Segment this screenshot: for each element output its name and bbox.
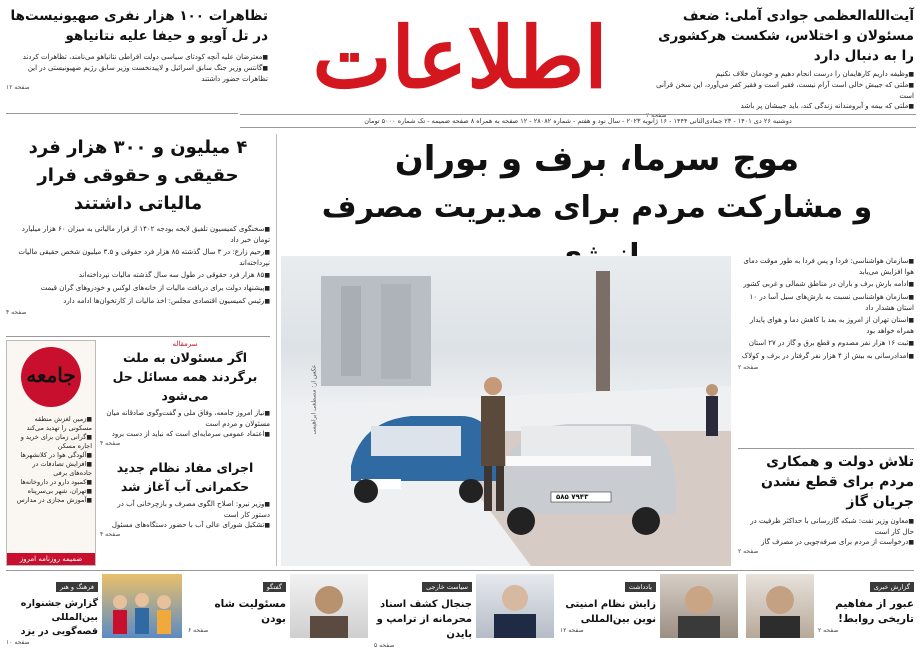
top-right-teaser (646, 6, 914, 119)
bottom-headline: جنجال کشف اسناد محرمانه از ترامپ و بایدن (376, 599, 472, 640)
weather-column (738, 256, 914, 446)
page-ref: صفحه ۲ (738, 364, 759, 371)
top-right-bullet: ■ وظیفه داریم کارهایمان را درست انجام دهیم و خودمان خلاف نکنیم (646, 69, 914, 80)
gas-headline: تلاش دولت و همکاری مردم برای قطع نشدن جریان گاز (761, 454, 914, 510)
editorial-headline: اگر مسئولان به ملت برگردند همه مسائل حل می‌شود (112, 350, 258, 403)
society-bullet: ■ کمبود دارو در داروخانه‌ها (10, 478, 92, 487)
person-portrait-icon (660, 574, 738, 638)
portrait-thumbnail (746, 574, 814, 638)
portrait-thumbnail (290, 574, 368, 638)
tax-story (6, 134, 270, 332)
weather-bullet: ■ ثبت ۱۶ هزار نفر مصدوم و قطع برق و گاز در ۲۷ استان (738, 338, 914, 349)
portrait-thumbnail (660, 574, 738, 638)
tax-bullet: ■ پیشنهاد دولت برای دریافت مالیات از خانه‌های لوکس و خودروهای گران قیمت (6, 283, 270, 294)
person-portrait-icon (476, 574, 554, 638)
society-footer: ضمیمه روزنامه امروز (7, 553, 95, 565)
gas-story (738, 452, 914, 568)
dateline: دوشنبه ۲۶ دی ۱۴۰۱ - ۲۳ جمادی‌الثانی ۱۴۴۴ - ۱۶ ژانویه ۲۰۲۳ - سال نود و هفتم - شماره ۲۸۰۸۲ - ۱۲ صفحه به همراه ۸ صفحه ضمیمه - تک شماره ۵۰۰۰ تومان (240, 114, 916, 128)
water-story (100, 458, 270, 566)
gas-bullet: ■ درخواست از مردم برای صرفه‌جویی در مصرف گاز (738, 537, 914, 548)
festival-thumbnail (102, 574, 182, 638)
main-headline-block (280, 134, 914, 250)
masthead-rule (6, 113, 238, 114)
society-title: جامعه (26, 363, 76, 387)
main-photo-snow-street (281, 256, 731, 566)
children-group-icon (102, 574, 182, 638)
society-bullet: ■ افزایش تصادفات در جاده‌های برفی (10, 460, 92, 478)
photo-credit: عکس از: مصطفی ابراهیمی (310, 364, 318, 435)
society-supplement-box[interactable] (6, 340, 96, 566)
top-right-headline: آیت‌الله‌العظمی جوادی آملی: ضعف مسئولان و اختلاس، شکست هرکشوری را به دنبال دارد (658, 8, 914, 64)
bottom-category: سیاست خارجی (422, 582, 472, 592)
main-headline-2: و مشارکت مردم برای مدیریت مصرف (321, 190, 873, 225)
page-ref: صفحه ۵ (374, 642, 395, 649)
bottom-category: گزارش خبری (870, 582, 914, 592)
page-ref: صفحه ۱۲ (560, 627, 584, 634)
weather-bullet: ■ سازمان هواشناسی: فردا و پس فردا به طور موقت دمای هوا افزایش می‌یابد (738, 256, 914, 277)
society-bullet: ■ گرانی زمان برای خرید و اجاره مسکن (10, 433, 92, 451)
bottom-item-1[interactable] (746, 574, 914, 646)
tax-bullet: ■ ۸۵ هزار فرد حقوقی در طول سه سال گذشته مالیات نپرداخته‌اند (6, 270, 270, 281)
water-headline: اجرای مفاد نظام جدید حکمرانی آب آغاز شد (116, 460, 254, 494)
tax-bullet: ■ سخنگوی کمیسیون تلفیق لایحه بودجه ۱۴۰۲ از فرار مالیاتی به میزان ۶۰ هزار میلیارد تومان خبر داد (6, 224, 270, 245)
society-bullet: ■ تهران، شهر بی‌سرپناه (10, 487, 92, 496)
top-right-bullet: ■ ملتی که جیبش خالی است آرام نیست، فقیر است و فقیر کفر می‌آورد، این سخن قرآنی است (646, 80, 914, 101)
tax-bullet: ■ رئیس کمیسیون اقتصادی مجلس: اخذ مالیات از کارتخوان‌ها ادامه دارد (6, 296, 270, 307)
tax-headline: ۴ میلیون و ۳۰۰ هزار فرد حقیقی و حقوقی فرار مالیاتی داشتند (28, 137, 248, 214)
bottom-headline: عبور از مفاهیم تاریخی روابط! (835, 598, 914, 625)
top-left-bullet: ■ گانتس وزیر جنگ سابق اسرائیل و لاپیدنخست وزیر سابق رژیم صهیونیستی در این تظاهرات حضور داشتند (6, 63, 268, 84)
page-ref: صفحه ۱۰ (6, 639, 30, 646)
water-bullet: ■ وزیر نیرو: اصلاح الگوی مصرف و بازچرخانی آب در دستور کار است (100, 499, 270, 520)
page-ref: صفحه ۶ (188, 627, 209, 634)
bottom-rule (6, 570, 914, 571)
editorial-story (100, 340, 270, 454)
column-rule (738, 448, 914, 449)
portrait-thumbnail (476, 574, 554, 638)
society-bullet: ■ آلودگی هوا در کلانشهرها (10, 451, 92, 460)
bottom-item-3[interactable] (374, 574, 554, 649)
society-bullet: ■ زمین لغزش منطقه مسکونی را تهدید می‌کند (10, 415, 92, 433)
tax-bullet: ■ رحیم زارع: در ۳ سال گذشته ۸۵ هزار فرد حقوقی و ۳.۵ میلیون شخص حقیقی مالیات نپرداخته‌اند (6, 247, 270, 268)
page-ref: صفحه ۲ (738, 548, 759, 555)
bottom-category: یادداشت (625, 582, 656, 592)
main-plate-text: ۷۹۴۳ ۵۸۵ (556, 493, 589, 501)
editorial-label: سرمقاله (172, 340, 198, 348)
logo-text: اطلاعات (312, 8, 608, 107)
society-logo (7, 341, 95, 413)
column-rule (6, 336, 270, 337)
bottom-item-2[interactable] (560, 574, 738, 646)
bottom-headline: مسئولیت شاه بودن (214, 598, 286, 625)
editorial-bullet: ■ اعتماد عمومی سرمایه‌ای است که نباید از دست برود (100, 429, 270, 440)
person-portrait-icon (290, 574, 368, 638)
weather-bullet: ■ سازمان هواشناسی نسبت به بارش‌های سیل آسا در ۱۰ استان هشدار داد (738, 292, 914, 313)
top-left-teaser (6, 6, 268, 112)
page-ref: صفحه ۲ (646, 112, 667, 119)
top-left-bullet: ■ معترضان علیه آنچه کودتای سیاسی دولت افراطی نتانیاهو می‌نامند، تظاهرات کردند (6, 52, 268, 63)
bottom-category: گفتگو (263, 582, 286, 592)
page-ref: صفحه ۲ (818, 627, 839, 634)
snow-scene-graphic (281, 256, 731, 566)
water-bullet: ■ تشکیل شورای عالی آب با حضور دستگاه‌های مسئول (100, 520, 270, 531)
bottom-item-4[interactable] (188, 574, 368, 646)
page-ref: صفحه ۴ (6, 309, 27, 316)
bottom-item-5[interactable] (6, 574, 182, 646)
weather-bullet: ■ ادامه بارش برف و باران در مناطق شمالی و غربی کشور (738, 279, 914, 290)
society-bullet: ■ آموزش مجازی در مدارس (10, 496, 92, 505)
page-ref: صفحه ۴ (100, 440, 121, 447)
bottom-category: فرهنگ و هنر (56, 582, 98, 592)
gas-bullet: ■ معاون وزیر نفت: شبکه گازرسانی با حداکثر ظرفیت در حال کار است (738, 516, 914, 537)
weather-bullet: ■ امدادرسانی به بیش از ۴ هزار نفر گرفتار در برف و کولاک (738, 351, 914, 362)
top-left-headline: تظاهرات ۱۰۰ هزار نفری صهیونیست‌ها در تل آویو و حیفا علیه نتانیاهو (10, 8, 268, 44)
page-ref: صفحه ۴ (100, 531, 121, 538)
bottom-headline: گزارش جشنواره بین‌المللی قصه‌گویی در یزد (20, 598, 98, 637)
editorial-bullet: ■ نیاز امروز جامعه، وفاق ملی و گفت‌وگوی صادقانه میان مسئولان و مردم است (100, 408, 270, 429)
bottom-headline: زایش نظام امنیتی نوین بین‌المللی (565, 599, 656, 625)
page-ref: صفحه ۱۲ (6, 84, 30, 91)
weather-bullet: ■ استان تهران از امروز به بعد با کاهش دما و هوای پایدار همراه خواهد بود (738, 315, 914, 336)
top-right-bullet: ■ ملتی که بیمه و آبرومندانه زندگی کند، باید جیبشان پر باشد (646, 101, 914, 112)
person-portrait-icon (746, 574, 814, 638)
column-rule (276, 134, 277, 566)
main-headline-1: موج سرما، برف و بوران (394, 139, 800, 179)
newspaper-logo (300, 4, 620, 112)
